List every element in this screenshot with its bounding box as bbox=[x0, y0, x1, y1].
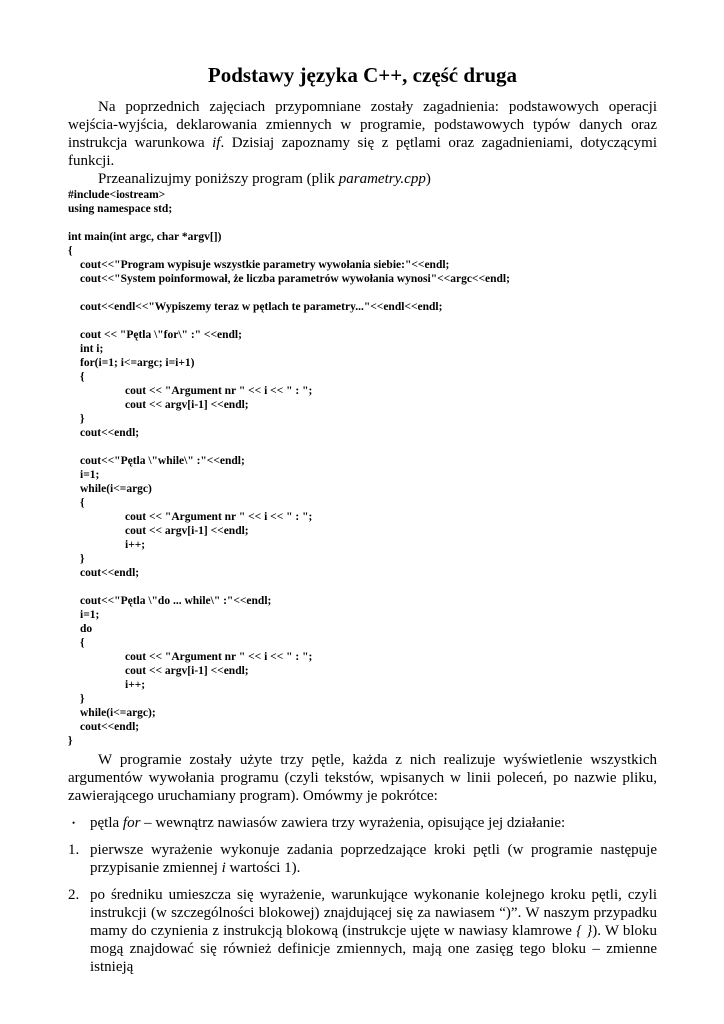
code-line: } bbox=[80, 553, 85, 565]
code-line: cout << "Argument nr " << i << " : "; bbox=[125, 511, 313, 523]
code-line: } bbox=[80, 693, 85, 705]
code-line: cout << "Pętla \"for\" :" <<endl; bbox=[80, 329, 242, 341]
numbered-item-1-text: pierwsze wyrażenie wykonuje zadania poprzedzające kroki pętli (w programie następuje przypisanie zmiennej i wartości 1). bbox=[90, 842, 657, 876]
code-line: cout<<endl<<"Wypiszemy teraz w pętlach te parametry..."<<endl<<endl; bbox=[80, 301, 443, 313]
numbered-item-2-text: po średniku umieszcza się wyrażenie, warunkujące wykonanie kolejnego kroku pętli, czyli instrukcji (w szczególności blokowej) znajdującej się za nawiasem “)”. W naszym przypadku mamy do czynienia z instrukcją blokową (instrukcje ujęte w nawiasy klamrowe { }). W bloku mogą znajdować się również definicje zmiennych, mają one zasięg tego bloku – zmienne istnieją bbox=[90, 887, 658, 975]
code-line: i++; bbox=[125, 539, 146, 551]
bullet-icon: • bbox=[72, 818, 76, 828]
code-line: { bbox=[80, 497, 85, 509]
code-line: cout<<"System poinformował, że liczba parametrów wywołania wynosi"<<argc<<endl; bbox=[80, 273, 510, 285]
code-line: int main(int argc, char *argv[]) bbox=[68, 231, 222, 243]
code-line: i=1; bbox=[80, 609, 100, 621]
code-line: { bbox=[80, 637, 85, 649]
code-line: while(i<=argc); bbox=[80, 707, 156, 719]
code-line: { bbox=[80, 371, 85, 383]
code-line: } bbox=[68, 735, 73, 747]
code-line: cout<<endl; bbox=[80, 567, 140, 579]
paragraph-analyze: Przeanalizujmy poniższy program (plik parametry.cpp) bbox=[98, 171, 431, 187]
code-line: for(i=1; i<=argc; i=i+1) bbox=[80, 357, 195, 369]
code-block bbox=[68, 188, 657, 748]
paragraph-discussion: W programie zostały użyte trzy pętle, każda z nich realizuje wyświetlenie wszystkich argumentów wywołania programu (czyli tekstów, wpisanych w linii poleceń, po nazwie pliku, zawierającego uruchamiany program). Omówmy je pokrótce: bbox=[68, 752, 657, 804]
code-line: cout << argv[i-1] <<endl; bbox=[125, 525, 249, 537]
code-line bbox=[68, 314, 657, 328]
code-line: cout<<endl; bbox=[80, 721, 140, 733]
code-line: cout << "Argument nr " << i << " : "; bbox=[125, 651, 313, 663]
code-line: cout << "Argument nr " << i << " : "; bbox=[125, 385, 313, 397]
page-title: Podstawy języka C++, część druga bbox=[207, 63, 518, 87]
code-line: } bbox=[80, 413, 85, 425]
code-line: cout << argv[i-1] <<endl; bbox=[125, 399, 249, 411]
numbered-item-2-marker: 2. bbox=[68, 887, 80, 903]
code-line: using namespace std; bbox=[68, 203, 173, 215]
code-line: while(i<=argc) bbox=[80, 483, 152, 495]
paragraph-intro: Na poprzednich zajęciach przypomniane zostały zagadnienia: podstawowych operacji wejścia-wyjścia, deklarowania zmiennych w programie, podstawowych typów danych oraz instrukcja warunkowa if. Dzisiaj zapoznamy się z pętlami oraz zagadnieniami, dotyczącymi funkcji. bbox=[68, 99, 657, 169]
code-line bbox=[68, 216, 657, 230]
code-line: cout<<"Pętla \"while\" :"<<endl; bbox=[80, 455, 245, 467]
code-line: i++; bbox=[125, 679, 146, 691]
code-line bbox=[68, 286, 657, 300]
code-line: i=1; bbox=[80, 469, 100, 481]
code-line bbox=[68, 440, 657, 454]
code-line: cout<<endl; bbox=[80, 427, 140, 439]
bullet-item-text: pętla for – wewnątrz nawiasów zawiera trzy wyrażenia, opisujące jej działanie: bbox=[90, 815, 566, 831]
bullet-item-petla-for bbox=[68, 814, 657, 832]
numbered-item-2 bbox=[68, 886, 657, 976]
code-line: int i; bbox=[80, 343, 104, 355]
code-line: #include<iostream> bbox=[68, 189, 166, 201]
code-line: cout << argv[i-1] <<endl; bbox=[125, 665, 249, 677]
numbered-item-1 bbox=[68, 841, 657, 877]
code-line: cout<<"Program wypisuje wszystkie parametry wywołania siebie:"<<endl; bbox=[80, 259, 450, 271]
code-line: do bbox=[80, 623, 93, 635]
code-line bbox=[68, 580, 657, 594]
code-line: { bbox=[68, 245, 73, 257]
code-line: cout<<"Pętla \"do ... while\" :"<<endl; bbox=[80, 595, 272, 607]
numbered-item-1-marker: 1. bbox=[68, 842, 80, 858]
